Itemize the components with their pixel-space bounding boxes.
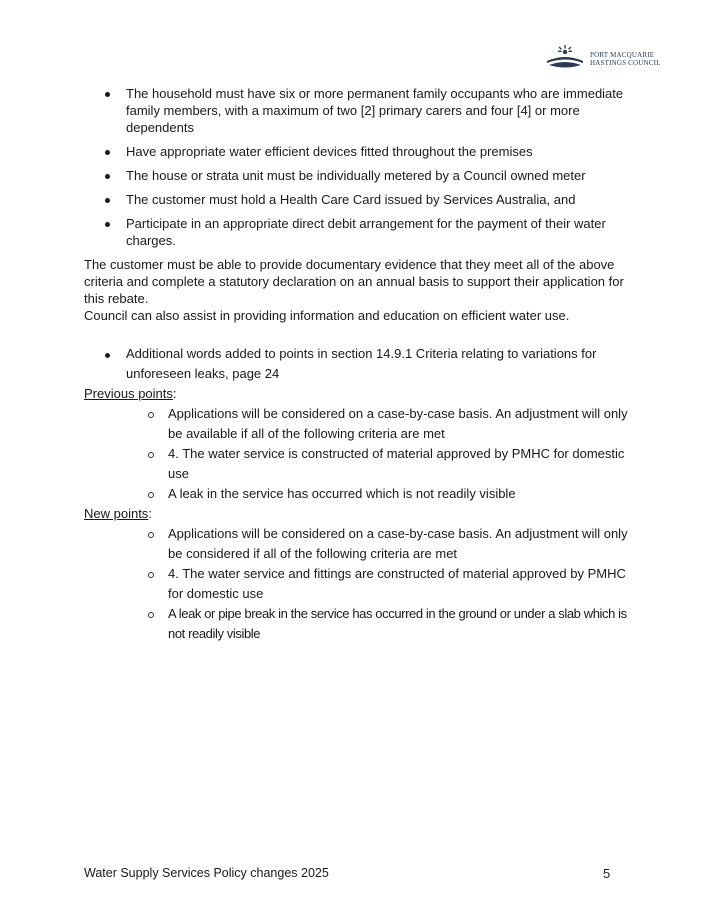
list-item xyxy=(84,524,644,564)
previous-point-text: A leak in the service has occurred which is not readily visible xyxy=(168,486,516,501)
new-point-text: Applications will be considered on a case-by-case basis. An adjustment will only be considered if all of the following criteria are met xyxy=(168,526,628,561)
previous-points-heading: Previous points: xyxy=(84,386,177,401)
criteria-text: The customer must hold a Health Care Card issued by Services Australia, and xyxy=(126,192,576,207)
page-number: 5 xyxy=(603,866,611,881)
footer-title: Water Supply Services Policy changes 2025 xyxy=(84,866,329,880)
spacer xyxy=(84,324,644,344)
change-text: Additional words added to points in section 14.9.1 Criteria relating to variations for unforeseen leaks, page 24 xyxy=(126,346,597,381)
council-logo-icon xyxy=(545,44,585,70)
bullet-icon xyxy=(105,198,110,203)
list-item xyxy=(84,484,644,504)
new-points-list xyxy=(84,524,644,644)
logo-line2: HASTINGS COUNCIL xyxy=(590,59,661,67)
previous-point-text: Applications will be considered on a case-by-case basis. An adjustment will only be available if all of the following criteria are met xyxy=(168,406,628,441)
page-content xyxy=(84,85,644,644)
circle-bullet-icon xyxy=(148,492,154,498)
circle-bullet-icon xyxy=(148,412,154,418)
list-item xyxy=(84,564,644,604)
circle-bullet-icon xyxy=(148,572,154,578)
bullet-icon xyxy=(105,222,110,227)
new-point-text: 4. The water service and fittings are constructed of material approved by PMHC for domestic use xyxy=(168,566,626,601)
circle-bullet-icon xyxy=(148,452,154,458)
list-item xyxy=(84,604,644,644)
list-item xyxy=(84,404,644,444)
new-point-text: A leak or pipe break in the service has occurred in the ground or under a slab which is not readily visible xyxy=(168,606,627,641)
criteria-text: Have appropriate water efficient devices fitted throughout the premises xyxy=(126,144,533,159)
evidence-paragraph: The customer must be able to provide documentary evidence that they meet all of the above criteria and complete a statutory declaration on an annual basis to support their application for this rebate. xyxy=(84,257,624,306)
list-item xyxy=(84,344,644,384)
previous-point-text: 4. The water service is constructed of material approved by PMHC for domestic use xyxy=(168,446,625,481)
bullet-icon xyxy=(105,150,110,155)
previous-points-list xyxy=(84,404,644,504)
circle-bullet-icon xyxy=(148,532,154,538)
list-item xyxy=(84,85,644,136)
criteria-text: The house or strata unit must be individually metered by a Council owned meter xyxy=(126,168,586,183)
council-logo-text xyxy=(590,51,661,67)
council-logo xyxy=(545,44,665,70)
bullet-icon xyxy=(105,353,110,358)
list-item xyxy=(84,167,644,184)
list-item xyxy=(84,191,644,208)
council-assist-paragraph: Council can also assist in providing information and education on efficient water use. xyxy=(84,308,570,323)
list-item xyxy=(84,215,644,249)
list-item xyxy=(84,143,644,160)
bullet-icon xyxy=(105,92,110,97)
criteria-text: The household must have six or more permanent family occupants who are immediate family members, with a maximum of two [2] primary carers and four [4] or more dependents xyxy=(126,86,624,135)
criteria-text: Participate in an appropriate direct debit arrangement for the payment of their water charges. xyxy=(126,216,606,248)
previous-points-label: Previous points xyxy=(84,386,173,401)
list-item xyxy=(84,444,644,484)
new-points-label: New points xyxy=(84,506,149,521)
criteria-list xyxy=(84,85,644,249)
change-list xyxy=(84,344,644,384)
logo-line1: PORT MACQUARIE xyxy=(590,51,655,59)
bullet-icon xyxy=(105,174,110,179)
circle-bullet-icon xyxy=(148,612,154,618)
new-points-heading: New points: xyxy=(84,506,152,521)
